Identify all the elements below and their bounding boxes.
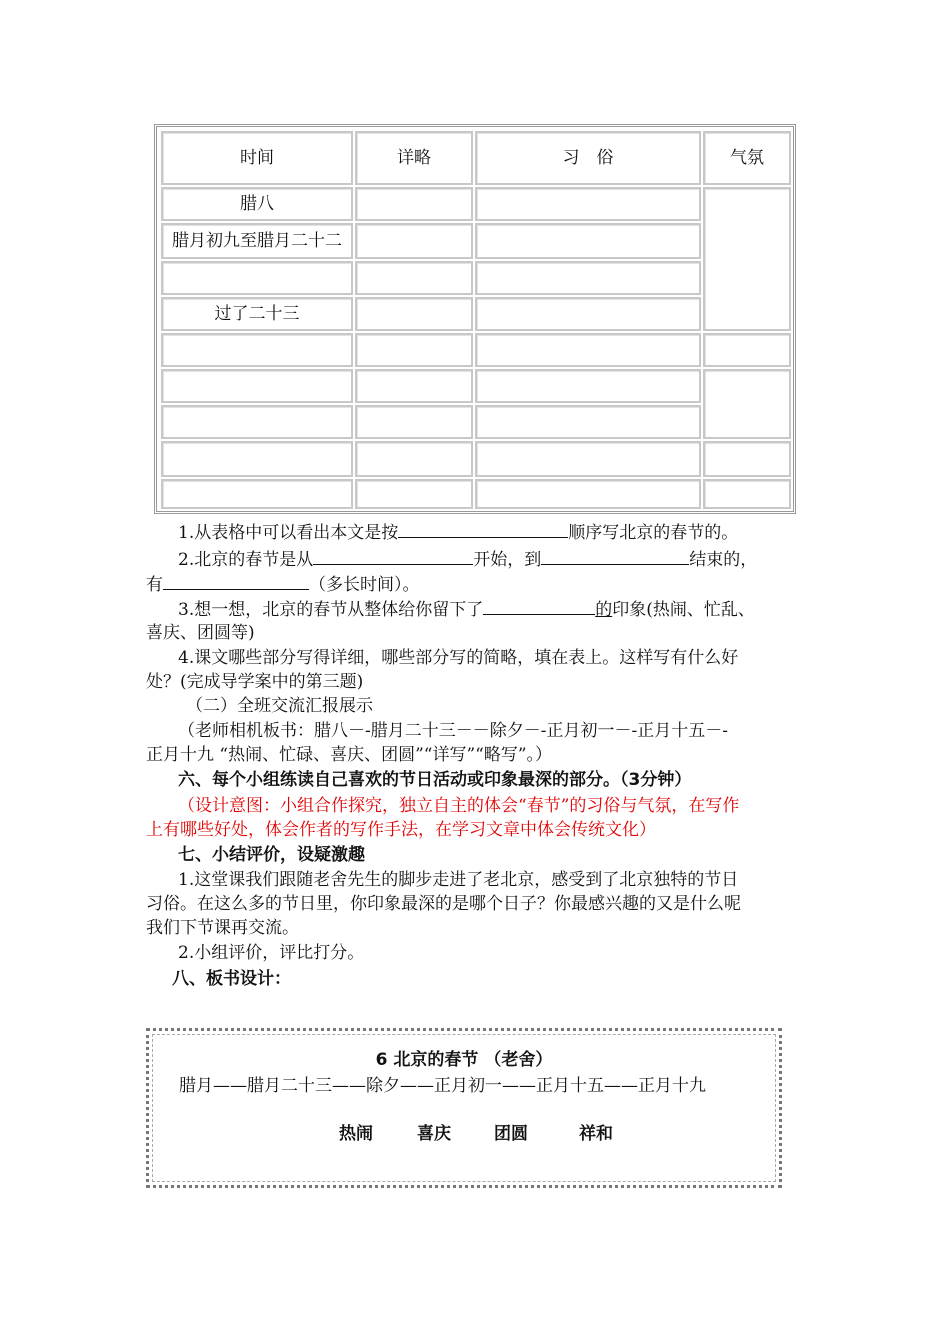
step-7-heading: 七、小结评价，设疑激趣 (178, 845, 365, 865)
table-cell (475, 369, 701, 403)
table-cell (475, 297, 701, 331)
question-2-line2: 有 （多长时间）。 (146, 571, 806, 597)
table-cell (355, 297, 473, 331)
table-cell (475, 223, 701, 259)
table-cell (475, 441, 701, 477)
question-3: 3.想一想，北京的春节从整体给你留下了 的印象(热闹、忙乱、 (178, 596, 838, 622)
board-word: 热闹 (339, 1124, 373, 1144)
board-word: 喜庆 (417, 1124, 451, 1144)
question-4-line2: 处？(完成导学案中的第三题) (146, 672, 364, 692)
board-word: 团圆 (494, 1124, 528, 1144)
table-row-time (161, 405, 353, 439)
table-cell (475, 479, 701, 509)
table-cell (475, 261, 701, 295)
table-cell (355, 441, 473, 477)
question-3-line2: 喜庆、团圆等) (146, 623, 255, 643)
board-note: （老师相机板书：腊八－-腊月二十三－－除夕－-正月初一－-正月十五－- (178, 721, 728, 741)
table-row-time: 过了二十三 (161, 297, 353, 331)
table-cell (355, 369, 473, 403)
table-cell-atmosphere-merged (703, 187, 791, 331)
festival-table (154, 124, 796, 514)
table-cell (355, 333, 473, 367)
summary-1-line3: 我们下节课再交流。 (146, 918, 299, 938)
summary-1-line2: 习俗。在这么多的节日里，你印象最深的是哪个日子？你最感兴趣的又是什么呢 (146, 894, 741, 914)
board-sequence: 腊月——腊月二十三——除夕——正月初一——正月十五——正月十九 (179, 1076, 706, 1096)
table-cell (475, 333, 701, 367)
design-intent-line2: 上有哪些好处，体会作者的写作手法，在学习文章中体会传统文化） (146, 820, 656, 840)
table-row-time (161, 333, 353, 367)
answer-blank[interactable] (483, 596, 595, 615)
section-2-title: （二）全班交流汇报展示 (186, 696, 373, 716)
step-6-heading: 六、每个小组练读自己喜欢的节日活动或印象最深的部分。（3分钟） (178, 770, 692, 790)
table-cell (703, 479, 791, 509)
summary-1: 1.这堂课我们跟随老舍先生的脚步走进了老北京，感受到了北京独特的节日 (178, 870, 739, 890)
table-cell (355, 187, 473, 221)
board-design-box (146, 1028, 782, 1188)
table-cell (355, 261, 473, 295)
table-row-time (161, 441, 353, 477)
board-word: 祥和 (579, 1124, 613, 1144)
board-title: 6 北京的春节 （老舍） (375, 1050, 553, 1070)
question-2: 2.北京的春节是从 开始，到 结束的， (178, 546, 838, 572)
board-note-line2: 正月十九 “热闹、忙碌、喜庆、团圆”“详写”“略写”。） (146, 745, 553, 765)
table-cell (355, 479, 473, 509)
answer-blank[interactable] (541, 546, 689, 565)
question-4: 4.课文哪些部分写得详细，哪些部分写的简略，填在表上。这样写有什么好 (178, 648, 739, 668)
table-row-time: 腊月初九至腊月二十二 (161, 223, 353, 259)
table-row-time (161, 479, 353, 509)
table-cell (703, 333, 791, 367)
table-row-time (161, 369, 353, 403)
table-header-custom: 习 俗 (475, 131, 701, 185)
table-cell-atmosphere-merged (703, 369, 791, 439)
answer-blank[interactable] (163, 571, 309, 590)
table-cell (475, 187, 701, 221)
table-row-time (161, 261, 353, 295)
table-row-time: 腊八 (161, 187, 353, 221)
table-header-detail: 详略 (355, 131, 473, 185)
summary-2: 2.小组评价，评比打分。 (178, 943, 365, 963)
step-8-heading: 八、板书设计： (172, 969, 291, 989)
table-cell (355, 223, 473, 259)
design-intent: （设计意图：小组合作探究，独立自主的体会“春节”的习俗与气氛，在写作 (178, 796, 740, 816)
table-header-time: 时间 (161, 131, 353, 185)
answer-blank[interactable] (313, 546, 473, 565)
table-header-atmosphere: 气氛 (703, 131, 791, 185)
table-cell (703, 441, 791, 477)
table-cell (475, 405, 701, 439)
table-cell (355, 405, 473, 439)
question-1: 1.从表格中可以看出本文是按 顺序写北京的春节的。 (178, 519, 838, 545)
answer-blank[interactable] (398, 519, 568, 538)
